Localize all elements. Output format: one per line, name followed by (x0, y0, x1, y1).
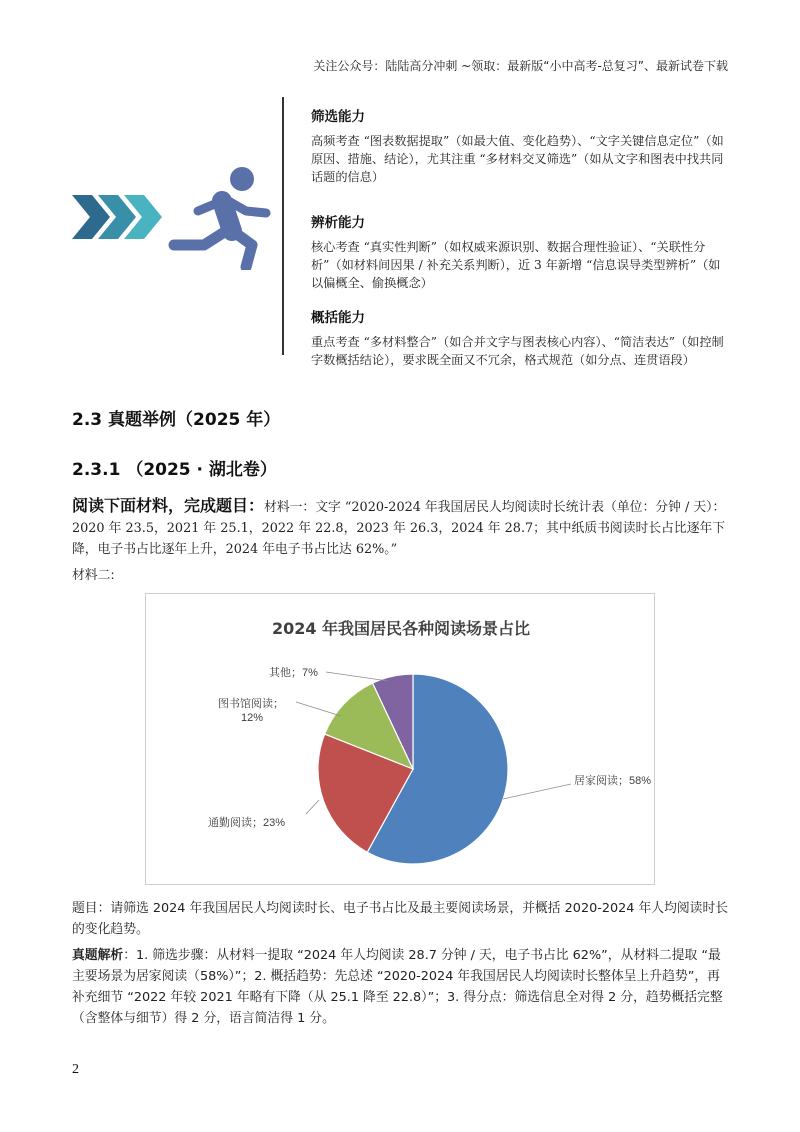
ability-block-analyze (311, 211, 731, 292)
ability-text: 重点考查 “多材料整合”（如合并文字与图表核心内容）、“简洁表达”（如控制字数概括结论），要求既全面又不冗余，格式规范（如分点、连贯语段） (311, 335, 724, 367)
page-header: 关注公众号：陆陆高分冲刺 ~领取：最新版“小中高考-总复习”、最新试卷下载 (313, 59, 728, 73)
analysis-text: ：1. 筛选步骤：从材料一提取 “2024 年人均阅读 28.7 分钟 / 天，电子书占比 62%”，从材料二提取 “最主要场景为居家阅读（58%）”；2. 概括趋势：先总述 “2020-2024 年我国居民人均阅读时长整体呈上升趋势”，再补充细节 “2022 年较 2021 年略有下降（从 25.1 降至 22.8）”；3. 得分点：筛选信息全对得 2 分，趋势概括完整（含整体与细节）得 2 分，语言简洁得 1 分。 (72, 948, 723, 1026)
slice-label-commute: 通勤阅读；23% (208, 817, 286, 829)
ability-title: 筛选能力 (311, 109, 365, 125)
slice-label-other: 其他；7% (269, 667, 318, 679)
pie-chart (145, 593, 655, 885)
reading-paragraph (72, 495, 732, 560)
material-one-text: 材料一：文字 “2020-2024 年我国居民人均阅读时长统计表（单位：分钟 / 天）：2020 年 23.5，2021 年 25.1，2022 年 22.8，2023 年 26.3，2024 年 28.7；其中纸质书阅读时长占比逐年下降，电子书占比逐年上升，2024 年电子书占比达 62%。” (72, 500, 726, 557)
ability-title: 辨析能力 (311, 215, 365, 231)
ability-text: 核心考查 “真实性判断”（如权威来源识别、数据合理性验证）、“关联性分析”（如材料间因果 / 补充关系判断），近 3 年新增 “信息误导类型辨析”（如以偏概全、偷换概念） (311, 240, 721, 290)
chevron-arrows-icon (70, 165, 275, 270)
chart-title: 2024 年我国居民各种阅读场景占比 (271, 619, 531, 638)
analysis-label: 真题解析 (72, 948, 124, 963)
ability-title: 概括能力 (311, 310, 365, 326)
divider-line (282, 97, 284, 355)
running-person-icon (174, 167, 266, 267)
slice-label-library: 图书馆阅读； (218, 698, 284, 710)
section-heading: 2.3 真题举例（2025 年） (72, 410, 281, 430)
ability-text: 高频考查 “图表数据提取”（如最大值、变化趋势）、“文字关键信息定位”（如原因、措施、结论），尤其注重 “多材料交叉筛选”（如从文字和图表中找共同话题的信息） (311, 134, 724, 184)
material-two-label: 材料二: (72, 568, 115, 583)
slice-label-library-pct: 12% (241, 712, 264, 724)
question-text: 题目：请筛选 2024 年我国居民人均阅读时长、电子书占比及最主要阅读场景，并概括 2020-2024 年人均阅读时长的变化趋势。 (72, 901, 729, 937)
analysis-paragraph (72, 945, 732, 1029)
subsection-heading: 2.3.1 （2025 · 湖北卷） (72, 460, 277, 480)
ability-block-filter (311, 105, 731, 186)
page-number: 2 (72, 1062, 79, 1077)
ability-block-summarize (311, 306, 731, 369)
reading-lead: 阅读下面材料，完成题目： (72, 496, 265, 515)
slice-label-home: 居家阅读；58% (574, 775, 652, 787)
